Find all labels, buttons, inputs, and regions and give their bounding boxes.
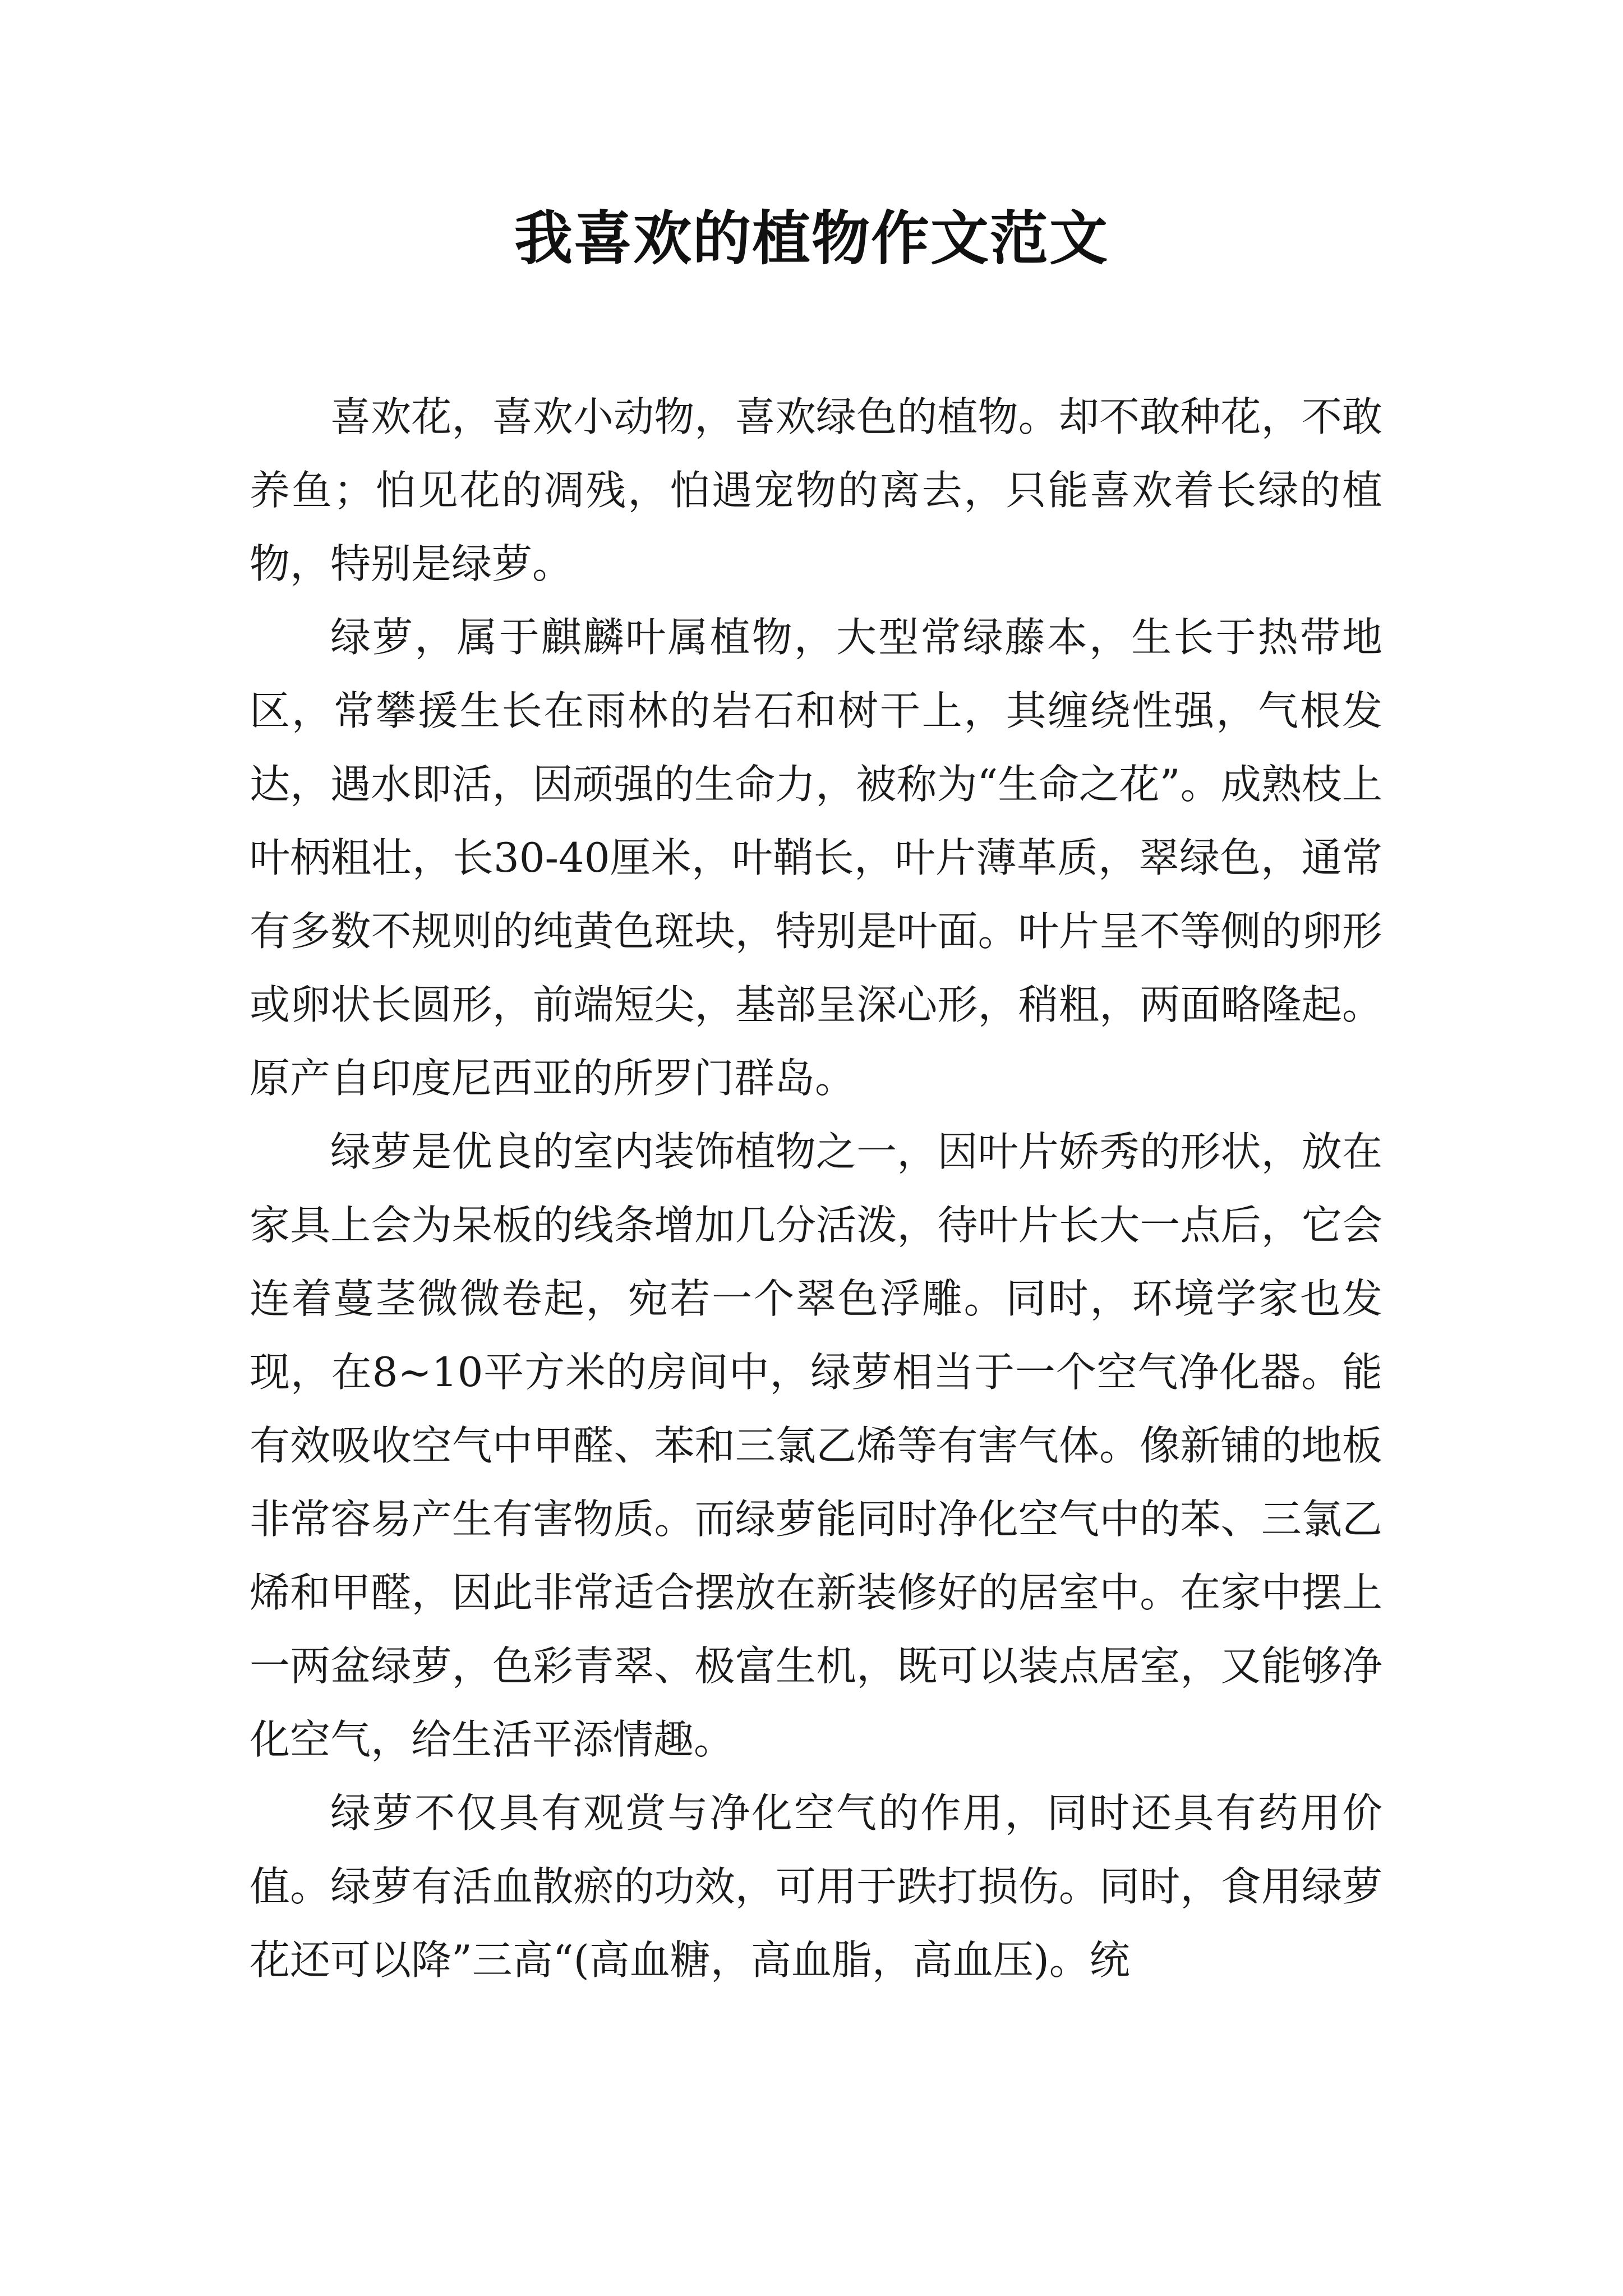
paragraph-1: 喜欢花，喜欢小动物，喜欢绿色的植物。却不敢种花，不敢养鱼；怕见花的凋残，怕遇宠物的离去，只能喜欢着长绿的植物，特别是绿萝。: [250, 393, 1382, 587]
paragraph-2: 绿萝，属于麒麟叶属植物，大型常绿藤本，生长于热带地区，常攀援生长在雨林的岩石和树干上，其缠绕性强，气根发达，遇水即活，因顽强的生命力，被称为“生命之花”。成熟枝上叶柄粗壮，长30-40厘米，叶鞘长，叶片薄革质，翠绿色，通常有多数不规则的纯黄色斑块，特别是叶面。叶片呈不等侧的卵形或卵状长圆形，前端短尖，基部呈深心形，稍粗，两面略隆起。原产自印度尼西亚的所罗门群岛。: [250, 614, 1382, 1102]
paragraph-4: 绿萝不仅具有观赏与净化空气的作用，同时还具有药用价值。绿萝有活血散瘀的功效，可用于跌打损伤。同时，食用绿萝花还可以降”三高“(高血糖，高血脂，高血压)。统: [250, 1789, 1382, 1984]
document-body: [250, 380, 1382, 1997]
document-title: 我喜欢的植物作文范文: [514, 204, 1109, 273]
paragraph-3: 绿萝是优良的室内装饰植物之一，因叶片娇秀的形状，放在家具上会为呆板的线条增加几分活泼，待叶片长大一点后，它会连着蔓茎微微卷起，宛若一个翠色浮雕。同时，环境学家也发现，在8~10平方米的房间中，绿萝相当于一个空气净化器。能有效吸收空气中甲醛、苯和三氯乙烯等有害气体。像新铺的地板非常容易产生有害物质。而绿萝能同时净化空气中的苯、三氯乙烯和甲醛，因此非常适合摆放在新装修好的居室中。在家中摆上一两盆绿萝，色彩青翠、极富生机，既可以装点居室，又能够净化空气，给生活平添情趣。: [250, 1128, 1382, 1763]
